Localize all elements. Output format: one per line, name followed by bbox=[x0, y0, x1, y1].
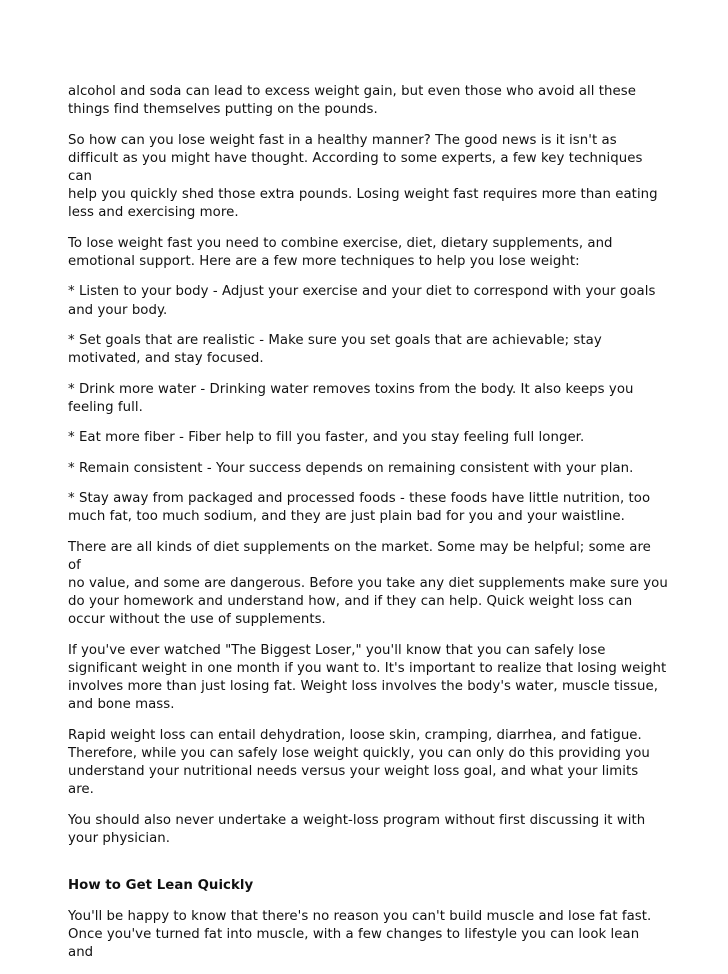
tip-eat-fiber: * Eat more fiber - Fiber help to fill you faster, and you stay feeling full longer. bbox=[68, 430, 585, 446]
paragraph-build-muscle: You'll be happy to know that there's no reason you can't build muscle and lose fat fast. Once you've turned fat into muscle, with a few changes to lifestyle you can look lean and bbox=[68, 908, 652, 960]
paragraph-intro-continuation: alcohol and soda can lead to excess weight gain, but even those who avoid all these things find themselves putting on the pounds. bbox=[68, 84, 636, 118]
paragraph-healthy-manner: So how can you lose weight fast in a healthy manner? The good news is it isn't as difficult as you might have thought. According to some experts, a few key techniques can help you quickly shed those extra pounds. Losing weight fast requires more than eating less and exercising more. bbox=[68, 132, 658, 221]
paragraph-rapid-weight-loss: Rapid weight loss can entail dehydration, loose skin, cramping, diarrhea, and fatigue. Therefore, while you can safely lose weight quickly, you can only do this providing you understand your nutritional needs versus your weight loss goal, and what your limits are. bbox=[68, 727, 650, 798]
section-heading: How to Get Lean Quickly bbox=[68, 878, 254, 894]
tip-remain-consistent: * Remain consistent - Your success depends on remaining consistent with your plan. bbox=[68, 460, 634, 476]
tip-avoid-processed-foods: * Stay away from packaged and processed foods - these foods have little nutrition, too much fat, too much sodium, and they are just plain bad for you and your waistline. bbox=[68, 490, 651, 525]
tip-set-goals: * Set goals that are realistic - Make sure you set goals that are achievable; stay motivated, and stay focused. bbox=[68, 332, 602, 367]
paragraph-diet-supplements: There are all kinds of diet supplements on the market. Some may be helpful; some are of no value, and some are dangerous. Before you take any diet supplements make sure you do your homework and understand how, and if they can help. Quick weight loss can occur without the use of supplements. bbox=[68, 539, 668, 628]
paragraph-consult-physician: You should also never undertake a weight-loss program without first discussing it with your physician. bbox=[68, 812, 646, 846]
document-page bbox=[68, 83, 668, 974]
tip-listen-to-body: * Listen to your body - Adjust your exercise and your diet to correspond with your goals and your body. bbox=[68, 284, 656, 318]
tip-drink-water: * Drink more water - Drinking water removes toxins from the body. It also keeps you feeling full. bbox=[68, 381, 634, 415]
paragraph-combine-techniques: To lose weight fast you need to combine exercise, diet, dietary supplements, and emotional support. Here are a few more techniques to help you lose weight: bbox=[68, 235, 613, 269]
paragraph-biggest-loser: If you've ever watched "The Biggest Loser," you'll know that you can safely lose significant weight in one month if you want to. It's important to realize that losing weight involves more than just losing fat. Weight loss involves the body's water, muscle tissue, and bone mass. bbox=[68, 642, 667, 713]
